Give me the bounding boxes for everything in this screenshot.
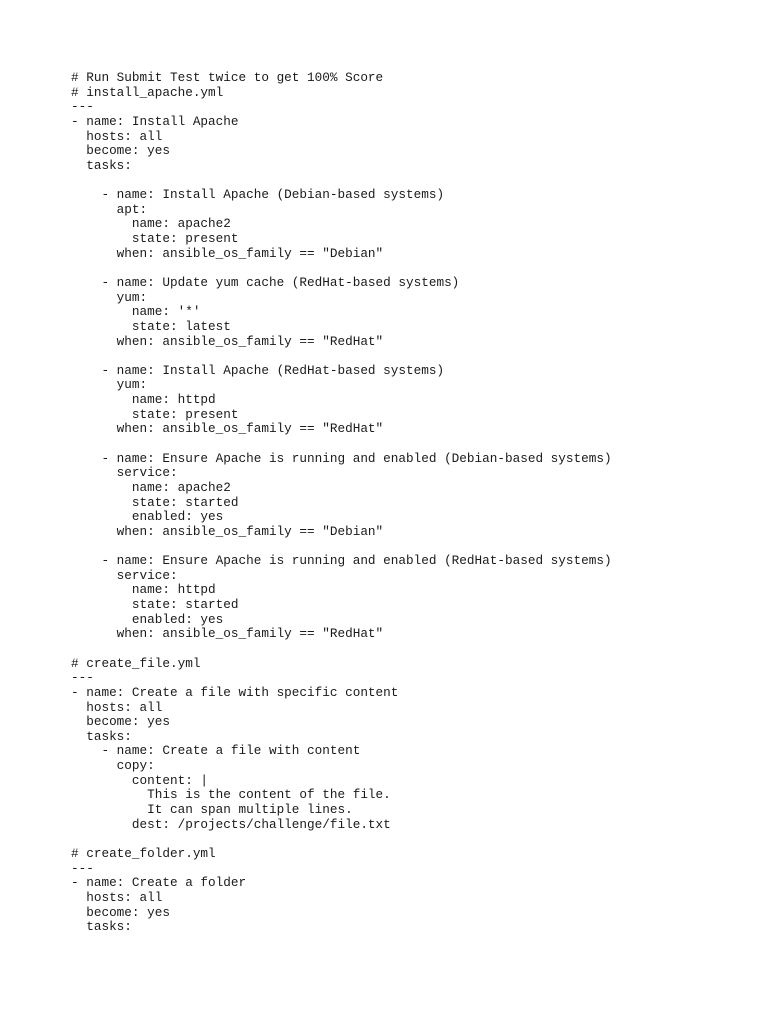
code-line: service: <box>71 465 178 481</box>
code-line: name: '*' <box>71 304 201 320</box>
code-line: dest: /projects/challenge/file.txt <box>71 816 391 832</box>
code-line: - name: Create a file with content <box>71 743 361 759</box>
code-line: content: | <box>71 772 209 788</box>
code-line: name: httpd <box>71 582 216 598</box>
code-line: tasks: <box>71 919 132 935</box>
code-line: become: yes <box>71 714 170 730</box>
code-line: state: present <box>71 231 239 247</box>
code-line: hosts: all <box>71 699 163 715</box>
code-line: # create_folder.yml <box>71 845 216 861</box>
code-line: # install_apache.yml <box>71 84 224 100</box>
code-line: - name: Create a folder <box>71 875 247 891</box>
code-line: name: httpd <box>71 392 216 408</box>
code-line: hosts: all <box>71 889 163 905</box>
code-line: # Run Submit Test twice to get 100% Score <box>71 70 384 85</box>
code-line: when: ansible_os_family == "RedHat" <box>71 333 384 349</box>
code-line: - name: Create a file with specific content <box>71 684 399 700</box>
code-line: copy: <box>71 758 155 774</box>
code-line <box>71 261 768 276</box>
code-line: --- <box>71 99 94 115</box>
code-line: enabled: yes <box>71 611 224 627</box>
code-line: # create_file.yml <box>71 655 201 671</box>
code-line: tasks: <box>71 728 132 744</box>
code-line: - name: Update yum cache (RedHat-based systems) <box>71 274 460 290</box>
code-line: state: started <box>71 597 239 613</box>
code-line: name: apache2 <box>71 479 231 495</box>
code-line: --- <box>71 860 94 876</box>
code-line: tasks: <box>71 157 132 173</box>
code-line: when: ansible_os_family == "RedHat" <box>71 421 384 437</box>
code-line <box>71 642 768 657</box>
code-line: hosts: all <box>71 128 163 144</box>
code-line <box>71 349 768 364</box>
code-line: It can span multiple lines. <box>71 802 353 818</box>
code-line: state: started <box>71 494 239 510</box>
code-line: - name: Ensure Apache is running and enabled (Debian-based systems) <box>71 450 612 466</box>
code-line <box>71 173 768 188</box>
code-line: when: ansible_os_family == "Debian" <box>71 523 384 539</box>
code-line: when: ansible_os_family == "Debian" <box>71 245 384 261</box>
code-line <box>71 832 768 847</box>
code-line: enabled: yes <box>71 509 224 525</box>
code-line: --- <box>71 670 94 686</box>
code-line: service: <box>71 567 178 583</box>
code-line: - name: Install Apache (RedHat-based systems) <box>71 362 445 378</box>
code-line: become: yes <box>71 143 170 159</box>
code-line <box>71 540 768 555</box>
code-block <box>71 71 768 935</box>
code-line: yum: <box>71 377 148 393</box>
code-line: when: ansible_os_family == "RedHat" <box>71 626 384 642</box>
code-line: yum: <box>71 289 148 305</box>
code-line <box>71 437 768 452</box>
code-line: name: apache2 <box>71 216 231 232</box>
code-line: - name: Install Apache (Debian-based systems) <box>71 187 445 203</box>
code-line: This is the content of the file. <box>71 787 391 803</box>
document-page <box>71 71 768 935</box>
code-line: state: latest <box>71 318 231 334</box>
code-line: state: present <box>71 406 239 422</box>
code-line: - name: Ensure Apache is running and enabled (RedHat-based systems) <box>71 553 612 569</box>
code-line: become: yes <box>71 904 170 920</box>
code-line: - name: Install Apache <box>71 113 239 129</box>
code-line: apt: <box>71 201 148 217</box>
